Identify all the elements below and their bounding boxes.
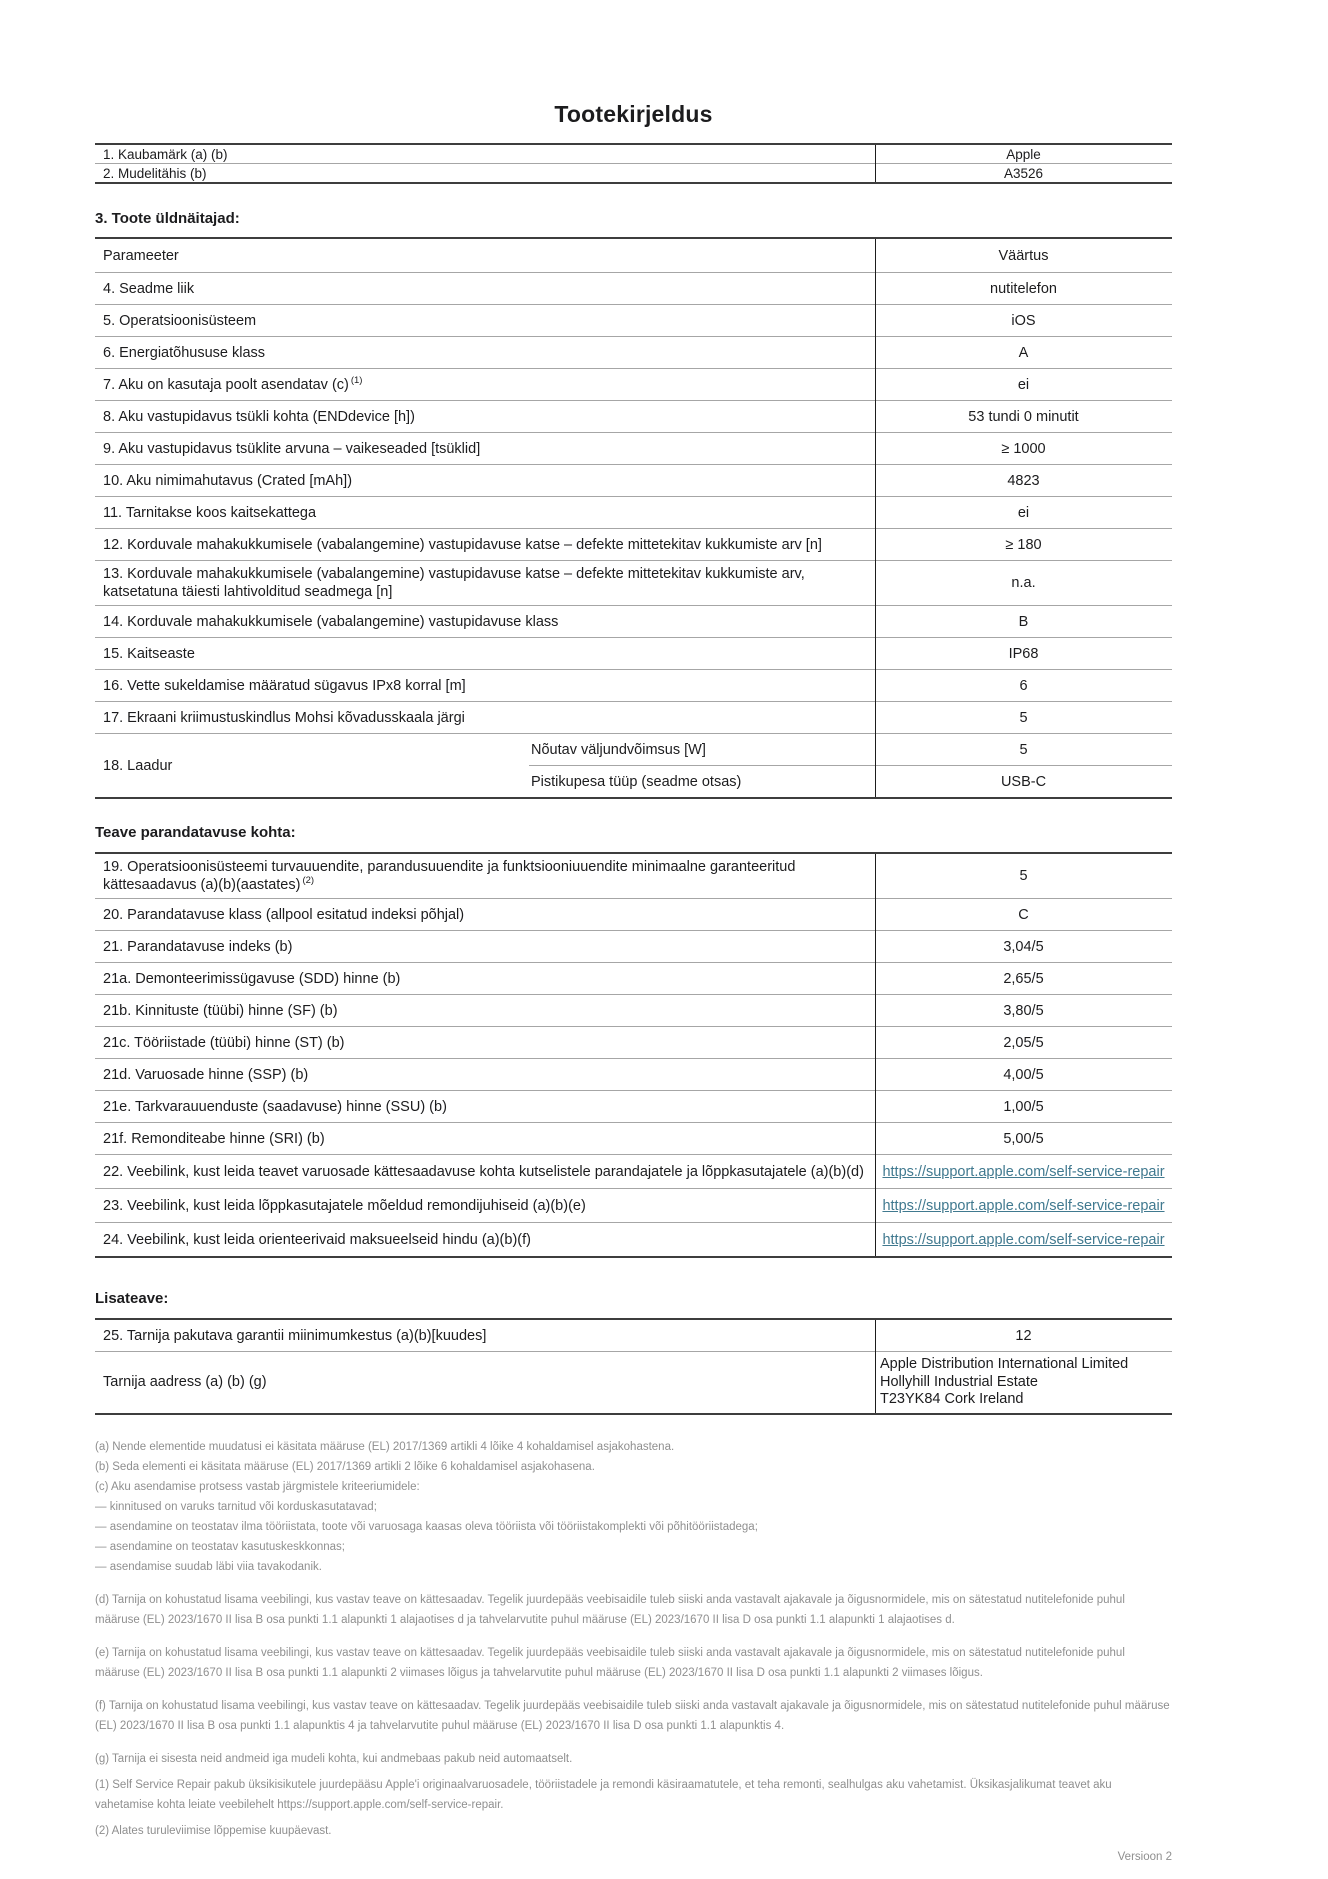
param-value: 1,00/5 <box>1003 1098 1044 1115</box>
table-row <box>95 1223 1172 1256</box>
param-label: 10. Aku nimimahutavus (Crated [mAh]) <box>103 472 353 489</box>
param-label: 21d. Varuosade hinne (SSP) (b) <box>103 1066 309 1083</box>
param-label: 21a. Demonteerimissügavuse (SDD) hinne (b) <box>103 970 401 987</box>
param-value: 2,05/5 <box>1003 1034 1044 1051</box>
table-row <box>95 638 1172 670</box>
param-label: 21. Parandatavuse indeks (b) <box>103 938 293 955</box>
table-row <box>95 401 1172 433</box>
param-label: 5. Operatsioonisüsteem <box>103 312 257 329</box>
param-value: ei <box>1017 376 1030 393</box>
param-label: 7. Aku on kasutaja poolt asendatav (c) $^{(1)}$ <box>103 374 363 393</box>
charger-subrows <box>529 734 1172 797</box>
general-spec-table <box>95 237 1172 799</box>
param-label: 21e. Tarkvarauuenduste (saadavuse) hinne (SSU) (b) <box>103 1098 447 1115</box>
param-value: 6 <box>1019 677 1028 694</box>
table-row <box>95 963 1172 995</box>
charger-subrow <box>529 765 1172 797</box>
footnote-c-bullet: — asendamine on teostatav ilma tööriistata, toote või varuosaga kaasas oleva tööriista või tööriistakomplekti või põhitööriistadega; <box>95 1520 758 1533</box>
address-line: T23YK84 Cork Ireland <box>880 1391 1024 1407</box>
charger-row <box>95 734 1172 797</box>
param-value: 53 tundi 0 minutit <box>968 408 1079 425</box>
param-label: 4. Seadme liik <box>103 280 195 297</box>
brand-model-table <box>95 143 1172 184</box>
table-row <box>95 899 1172 931</box>
param-label: 21b. Kinnituste (tüübi) hinne (SF) (b) <box>103 1002 338 1019</box>
table-row <box>95 561 1172 606</box>
address-line: Hollyhill Industrial Estate <box>880 1373 1038 1390</box>
table-row <box>95 497 1172 529</box>
param-value: 4,00/5 <box>1003 1066 1044 1083</box>
footnote-g: (g) Tarnija ei sisesta neid andmeid iga mudeli kohta, kui andmebaas pakub neid automaatselt. <box>95 1752 573 1765</box>
param-value: 3,04/5 <box>1003 938 1044 955</box>
column-header-value: Väärtus <box>998 247 1049 264</box>
table-row <box>95 606 1172 638</box>
param-value: IP68 <box>1008 645 1039 662</box>
table-row <box>95 337 1172 369</box>
param-value: 5 <box>1019 709 1028 726</box>
param-value: n.a. <box>1011 575 1036 591</box>
page-title: Tootekirjeldus <box>554 101 713 127</box>
self-service-repair-link[interactable]: https://support.apple.com/self-service-repair <box>882 1197 1165 1214</box>
param-label: 1. Kaubamärk (a) (b) <box>103 146 228 162</box>
param-value: 5,00/5 <box>1003 1130 1044 1147</box>
footnote-c-bullet: — asendamise suudab läbi viia tavakodanik. <box>95 1560 322 1573</box>
param-label: 17. Ekraani kriimustuskindlus Mohsi kõvadusskaala järgi <box>103 709 465 726</box>
self-service-repair-link[interactable]: https://support.apple.com/self-service-repair <box>882 1231 1165 1248</box>
section-heading-additional: Lisateave: <box>95 1290 169 1307</box>
footnote-a: (a) Nende elementide muudatusi ei käsitata määruse (EL) 2017/1369 artikli 4 lõike 4 kohaldamisel asjakohastena. <box>95 1440 675 1453</box>
param-label: 24. Veebilink, kust leida orienteerivaid maksueelseid hindu (a)(b)(f) <box>103 1231 531 1248</box>
param-label: 9. Aku vastupidavus tsüklite arvuna – vaikeseaded [tsüklid] <box>103 440 481 457</box>
param-label: 22. Veebilink, kust leida teavet varuosade kättesaadavuse kohta kutselistele parandajatele ja lõppkasutajatele (a)(b)(d) <box>103 1163 864 1180</box>
param-value <box>875 1155 1172 1188</box>
footnote-d: (d) Tarnija on kohustatud lisama veebilingi, kus vastav teave on kättesaadav. Tegelik juurdepääs veebisaidile tuleb siiski anda vastavalt ajakavale ja õigusnormidele, mis on sätestatud nutitelefonide puhul määruse (EL) 2023/1670 II lisa B osa punkti 1.1 alapunkti 1 alajaotises d ja tahvelarvutite puhul määruse (EL) 2023/1670 II lisa D osa punkti 1.1 alapunkti 1 alajaotises d. <box>95 1593 1125 1626</box>
param-label: 11. Tarnitakse koos kaitsekattega <box>103 504 317 521</box>
sub-param-label: Nõutav väljundvõimsus [W] <box>531 741 706 758</box>
footnote-c-bullet: — asendamine on teostatav kasutuskeskkonnas; <box>95 1540 345 1553</box>
param-value: B <box>1018 613 1029 630</box>
param-label: 16. Vette sukeldamise määratud sügavus IPx8 korral [m] <box>103 677 466 694</box>
param-label: 18. Laadur <box>103 757 173 774</box>
table-row <box>95 931 1172 963</box>
param-label: 25. Tarnija pakutava garantii miinimumkestus (a)(b)[kuudes] <box>103 1327 487 1344</box>
param-label: 20. Parandatavuse klass (allpool esitatud indeksi põhjal) <box>103 906 465 923</box>
table-row <box>95 854 1172 899</box>
sub-param-value: USB-C <box>1000 773 1047 790</box>
param-value: 5 <box>1019 868 1028 884</box>
additional-info-table <box>95 1318 1172 1415</box>
param-value: A3526 <box>1003 165 1044 181</box>
footnote-c-bullet: — kinnitused on varuks tarnitud või korduskasutatavad; <box>95 1500 377 1513</box>
param-value: iOS <box>1011 312 1036 329</box>
repairability-table <box>95 852 1172 1258</box>
table-row <box>95 164 1172 182</box>
param-value: C <box>1018 906 1029 923</box>
footnotes <box>95 1437 1172 1865</box>
param-label: 21f. Remonditeabe hinne (SRI) (b) <box>103 1130 325 1147</box>
param-value: 2,65/5 <box>1003 970 1044 987</box>
table-header-row <box>95 239 1172 273</box>
sub-param-value: 5 <box>1019 741 1028 758</box>
param-label: 21c. Tööriistade (tüübi) hinne (ST) (b) <box>103 1034 345 1051</box>
table-row <box>95 1189 1172 1223</box>
document-content <box>95 100 1172 1865</box>
table-row <box>95 1091 1172 1123</box>
param-value: A <box>1018 344 1029 361</box>
supplier-address <box>875 1352 1172 1413</box>
param-value <box>875 1223 1172 1256</box>
param-value: 4823 <box>1007 472 1040 489</box>
param-value: Apple <box>1006 146 1041 162</box>
table-row <box>95 1123 1172 1155</box>
param-value: ≥ 1000 <box>1001 440 1046 457</box>
table-row <box>95 702 1172 734</box>
param-value: nutitelefon <box>990 280 1057 297</box>
table-row <box>95 145 1172 164</box>
param-label: Tarnija aadress (a) (b) (g) <box>103 1374 267 1391</box>
param-label: 15. Kaitseaste <box>103 645 195 662</box>
table-row <box>95 369 1172 401</box>
table-row <box>95 1320 1172 1352</box>
charger-subrow <box>529 734 1172 765</box>
param-label: 14. Korduvale mahakukkumisele (vabalangemine) vastupidavuse klass <box>103 613 559 630</box>
table-row <box>95 465 1172 497</box>
footnote-ref-1: (1) <box>350 374 363 386</box>
param-value: 12 <box>1015 1327 1032 1344</box>
param-label: 2. Mudelitähis (b) <box>103 165 207 181</box>
param-label: 23. Veebilink, kust leida lõppkasutajatele mõeldud remondijuhiseid (a)(b)(e) <box>103 1197 586 1214</box>
table-row <box>95 305 1172 337</box>
self-service-repair-link[interactable]: https://support.apple.com/self-service-repair <box>882 1163 1165 1180</box>
param-label: 8. Aku vastupidavus tsükli kohta (ENDdevice [h]) <box>103 408 415 425</box>
table-row <box>95 995 1172 1027</box>
footnote-ref-2: (2) <box>302 875 315 886</box>
section-heading-general: 3. Toote üldnäitajad: <box>95 210 240 227</box>
table-row <box>95 1059 1172 1091</box>
footnote-2: (2) Alates turuleviimise lõppemise kuupäevast. <box>95 1824 332 1837</box>
table-row <box>95 529 1172 561</box>
param-value: ≥ 180 <box>1005 536 1042 553</box>
table-row <box>95 1027 1172 1059</box>
section-heading-repair: Teave parandatavuse kohta: <box>95 824 296 841</box>
supplier-address-row <box>95 1352 1172 1413</box>
sub-param-label: Pistikupesa tüüp (seadme otsas) <box>531 773 742 790</box>
column-header-parameter: Parameeter <box>103 247 179 264</box>
version-label: Versioon 2 <box>1117 1850 1172 1863</box>
param-value <box>875 1189 1172 1222</box>
table-row <box>95 670 1172 702</box>
table-row <box>95 433 1172 465</box>
address-line: Apple Distribution International Limited <box>880 1356 1129 1372</box>
param-value: 3,80/5 <box>1003 1002 1044 1019</box>
footnote-f: (f) Tarnija on kohustatud lisama veebilingi, kus vastav teave on kättesaadav. Tegelik juurdepääs veebisaidile tuleb siiski anda vastavalt ajakavale ja õigusnormidele, mis on sätestatud nutitelefonide puhul määruse (EL) 2023/1670 II lisa B osa punkti 1.1 alapunktis 4 ja tahvelarvutite puhul määruse (EL) 2023/1670 II lisa D osa punkti 1.1 alapunktis 4. <box>95 1699 1170 1732</box>
footnote-e: (e) Tarnija on kohustatud lisama veebilingi, kus vastav teave on kättesaadav. Tegelik juurdepääs veebisaidile tuleb siiski anda vastavalt ajakavale ja õigusnormidele, mis on sätestatud nutitelefonide puhul määruse (EL) 2023/1670 II lisa B osa punkti 1.1 alapunkti 2 viimases lõigus ja tahvelarvutite puhul määruse (EL) 2023/1670 II lisa D osa punkti 1.1 alapunkti 2 viimases lõigus. <box>95 1646 1125 1679</box>
footnote-1: (1) Self Service Repair pakub üksikisikutele juurdepääsu Apple'i originaalvaruosadele, tööriistadele ja remondi käsiraamatutele, et teha remonti, sealhulgas aku vahetamist. Üksikasjalikumat teavet aku vahetamise kohta leiate veebilehelt https://support.apple.com/self-service-repair. <box>95 1778 1112 1811</box>
param-label: 12. Korduvale mahakukkumisele (vabalangemine) vastupidavuse katse – defekte mittetekitav kukkumiste arv [n] <box>103 536 822 553</box>
param-label: 19. Operatsioonisüsteemi turvauuendite, parandusuuendite ja funktsiooniuuendite minimaalne garanteeritud kättesaadavus (a)(b)(aastates) $^{(2)}$ <box>103 859 796 893</box>
table-row <box>95 273 1172 305</box>
param-value: ei <box>1017 504 1030 521</box>
table-row <box>95 1155 1172 1189</box>
footnote-b: (b) Seda elementi ei käsitata määruse (EL) 2017/1369 artikli 2 lõike 6 kohaldamisel asjakohasena. <box>95 1460 595 1473</box>
footnote-c: (c) Aku asendamise protsess vastab järgmistele kriteeriumidele: <box>95 1480 420 1493</box>
param-label: 13. Korduvale mahakukkumisele (vabalangemine) vastupidavuse katse – defekte mittetekitav kukkumiste arv, katsetatuna täiesti lahtivolditud seadmega [n] <box>103 566 805 600</box>
param-label: 6. Energiatõhususe klass <box>103 344 266 361</box>
